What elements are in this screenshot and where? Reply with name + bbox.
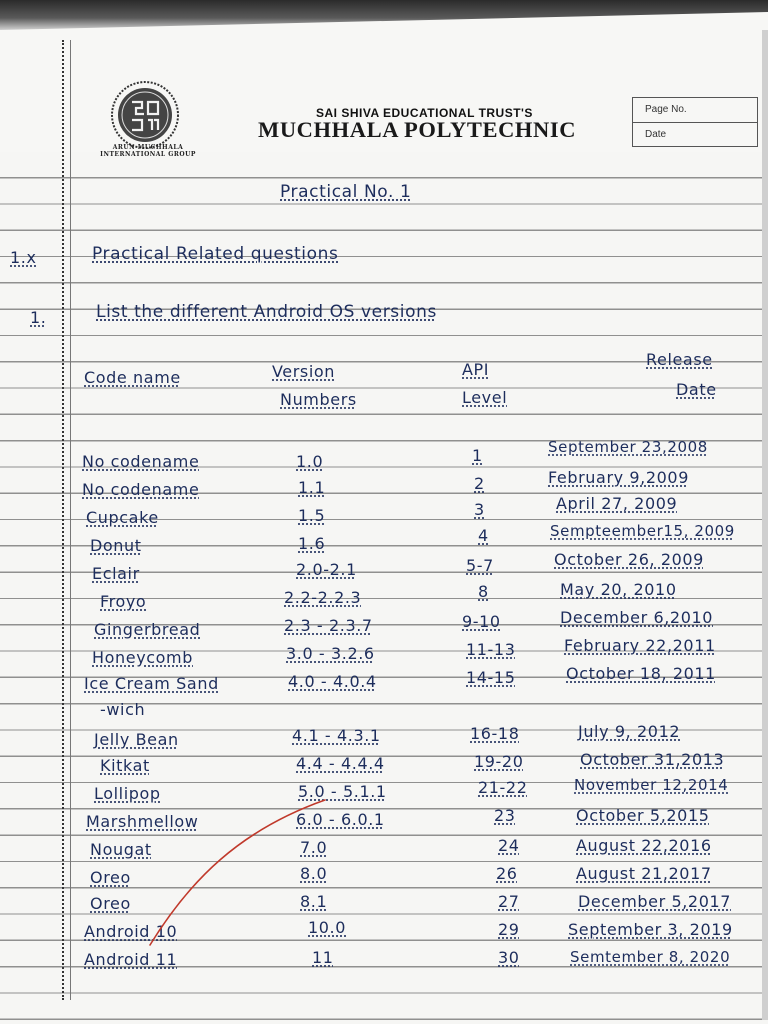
row-17-version: 10.0 <box>308 918 347 937</box>
row-2-api: 2 <box>474 474 485 493</box>
row-1-name: No codename <box>82 452 200 471</box>
row-2-name: No codename <box>82 480 200 499</box>
row-11-name: Kitkat <box>100 756 150 775</box>
row-18-name: Android 11 <box>84 950 178 969</box>
header-version-line1: Version <box>272 362 336 381</box>
row-7-name: Gingerbread <box>94 620 201 639</box>
row-9-version: 4.0 - 4.0.4 <box>288 672 377 691</box>
row-3-version: 1.5 <box>298 506 326 525</box>
row-7-api: 9-10 <box>462 612 501 631</box>
date-label: Date <box>633 122 757 147</box>
section-heading: Practical Related questions <box>92 244 339 264</box>
college-logo-icon <box>110 80 180 150</box>
question-number: 1. <box>30 308 47 327</box>
row-14-date: August 22,2016 <box>576 836 712 855</box>
header-release-line2: Date <box>676 380 717 399</box>
row-5-api: 5-7 <box>466 556 494 575</box>
row-6-version: 2.2-2.2.3 <box>284 588 362 607</box>
row-5-name: Eclair <box>92 564 140 583</box>
row-12-api: 21-22 <box>478 778 528 797</box>
row-6-date: May 20, 2010 <box>560 580 677 599</box>
row-5-date: October 26, 2009 <box>554 550 704 569</box>
row-4-version: 1.6 <box>298 534 326 553</box>
header-api-line2: Level <box>462 388 508 407</box>
row-1-version: 1.0 <box>296 452 324 471</box>
trust-name: SAI SHIVA EDUCATIONAL TRUST'S <box>316 106 533 120</box>
row-10-name: Jelly Bean <box>94 730 179 749</box>
page-number-box <box>632 97 758 147</box>
row-8-version: 3.0 - 3.2.6 <box>286 644 375 663</box>
row-2-date: February 9,2009 <box>548 468 689 487</box>
row-6-name: Froyo <box>100 592 147 611</box>
row-14-api: 24 <box>498 836 520 855</box>
row-9-name: Ice Cream Sand <box>84 674 219 693</box>
row-17-date: September 3, 2019 <box>568 920 733 939</box>
row-11-api: 19-20 <box>474 752 524 771</box>
row-10-version: 4.1 - 4.3.1 <box>292 726 381 745</box>
row-9-name-continued: -wich <box>100 700 146 719</box>
row-4-date: Sempteember15, 2009 <box>550 522 735 540</box>
row-18-date: Semtember 8, 2020 <box>570 948 731 966</box>
row-8-api: 11-13 <box>466 640 516 659</box>
row-16-date: December 5,2017 <box>578 892 732 911</box>
row-12-version: 5.0 - 5.1.1 <box>298 782 387 801</box>
header-version-line2: Numbers <box>280 390 357 409</box>
margin-line-inner <box>70 40 71 1000</box>
row-13-api: 23 <box>494 806 516 825</box>
row-7-date: December 6,2010 <box>560 608 714 627</box>
question-text: List the different Android OS versions <box>96 302 437 322</box>
row-9-api: 14-15 <box>466 668 516 687</box>
row-10-date: July 9, 2012 <box>578 722 681 741</box>
practical-title: Practical No. 1 <box>280 182 412 202</box>
row-7-version: 2.3 - 2.3.7 <box>284 616 373 635</box>
row-16-version: 8.1 <box>300 892 328 911</box>
row-10-api: 16-18 <box>470 724 520 743</box>
college-name: MUCHHALA POLYTECHNIC <box>258 117 577 142</box>
margin-line <box>62 40 64 1000</box>
row-8-date: February 22,2011 <box>564 636 716 655</box>
header-code-name: Code name <box>84 368 181 387</box>
page-edge <box>762 30 768 1020</box>
row-15-api: 26 <box>496 864 518 883</box>
row-4-name: Donut <box>90 536 142 555</box>
group-name: ARUN MUCHHALA INTERNATIONAL GROUP <box>100 144 196 158</box>
row-17-name: Android 10 <box>84 922 178 941</box>
row-5-version: 2.0-2.1 <box>296 560 357 579</box>
header-release-line1: Release <box>646 350 713 369</box>
row-16-name: Oreo <box>90 894 131 913</box>
row-3-name: Cupcake <box>86 508 159 527</box>
row-15-name: Oreo <box>90 868 131 887</box>
row-2-version: 1.1 <box>298 478 326 497</box>
section-number: 1.x <box>10 248 37 267</box>
row-8-name: Honeycomb <box>92 648 194 667</box>
row-15-version: 8.0 <box>300 864 328 883</box>
row-14-version: 7.0 <box>300 838 328 857</box>
row-15-date: August 21,2017 <box>576 864 712 883</box>
page-no-label: Page No. <box>645 104 687 115</box>
row-18-api: 30 <box>498 948 520 967</box>
row-13-name: Marshmellow <box>86 812 199 831</box>
header-api-line1: API <box>462 360 490 379</box>
row-12-date: November 12,2014 <box>574 776 729 794</box>
row-18-version: 11 <box>312 948 334 967</box>
row-17-api: 29 <box>498 920 520 939</box>
row-11-version: 4.4 - 4.4.4 <box>296 754 385 773</box>
row-14-name: Nougat <box>90 840 152 859</box>
row-11-date: October 31,2013 <box>580 750 725 769</box>
row-4-api: 4 <box>478 526 489 545</box>
row-16-api: 27 <box>498 892 520 911</box>
row-3-date: April 27, 2009 <box>556 494 678 513</box>
row-9-date: October 18, 2011 <box>566 664 716 683</box>
row-6-api: 8 <box>478 582 489 601</box>
row-1-date: September 23,2008 <box>548 438 708 456</box>
row-3-api: 3 <box>474 500 485 519</box>
row-12-name: Lollipop <box>94 784 161 803</box>
row-1-api: 1 <box>472 446 483 465</box>
row-13-version: 6.0 - 6.0.1 <box>296 810 385 829</box>
row-13-date: October 5,2015 <box>576 806 710 825</box>
